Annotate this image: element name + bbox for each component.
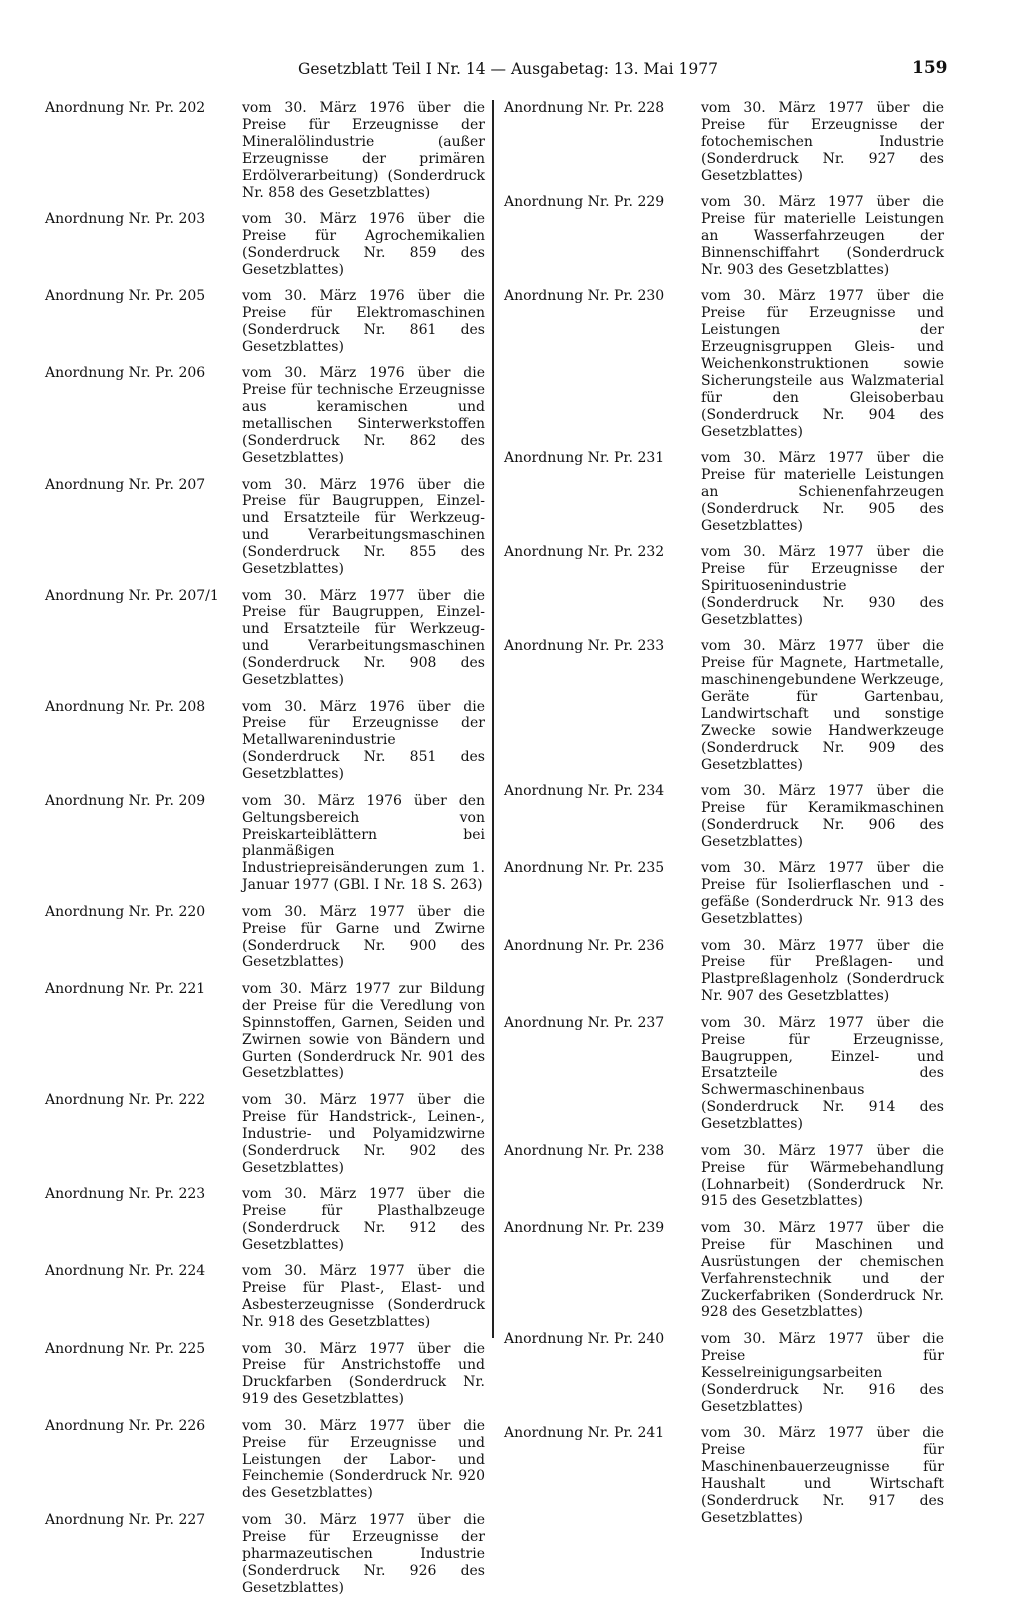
ordinance-number: Anordnung Nr. Pr. 232	[504, 544, 665, 561]
ordinance-number: Anordnung Nr. Pr. 222	[45, 1091, 206, 1108]
ordinance-description: vom 30. März 1977 über die Preise für Maschinen und Ausrüstungen der chemischen Verfahrenstechnik und der Zuckerfabriken (Sonderdruck Nr. 928 des Gesetzblattes)	[701, 1219, 944, 1321]
ordinance-number: Anordnung Nr. Pr. 240	[504, 1330, 665, 1347]
header-title: Gesetzblatt Teil I Nr. 14 — Ausgabetag: 13. Mai 1977	[298, 60, 718, 78]
ordinance-number: Anordnung Nr. Pr. 206	[45, 365, 206, 382]
ordinance-description: vom 30. März 1977 über die Preise für Erzeugnisse der Spirituosenindustrie (Sonderdruck Nr. 930 des Gesetzblattes)	[701, 544, 944, 628]
ordinance-description: vom 30. März 1977 über die Preise für Keramikmaschinen (Sonderdruck Nr. 906 des Gesetzblattes)	[701, 783, 944, 850]
left-column	[45, 100, 485, 1606]
ordinance-entry	[45, 588, 485, 689]
ordinance-number: Anordnung Nr. Pr. 203	[45, 211, 206, 228]
ordinance-description: vom 30. März 1976 über die Preise für Erzeugnisse der Mineralölindustrie (außer Erzeugnisse der primären Erdölverarbeitung) (Sonderdruck Nr. 858 des Gesetzblattes)	[242, 100, 485, 201]
ordinance-number: Anordnung Nr. Pr. 233	[504, 638, 665, 655]
ordinance-number: Anordnung Nr. Pr. 227	[45, 1511, 206, 1528]
ordinance-entry	[504, 1220, 944, 1321]
ordinance-number: Anordnung Nr. Pr. 202	[45, 100, 206, 116]
ordinance-number: Anordnung Nr. Pr. 228	[504, 100, 665, 116]
ordinance-entry	[504, 1425, 944, 1526]
ordinance-entry	[504, 288, 944, 440]
ordinance-number: Anordnung Nr. Pr. 221	[45, 980, 206, 997]
ordinance-entry	[504, 638, 944, 773]
ordinance-description: vom 30. März 1977 über die Preise für Wärmebehandlung (Lohnarbeit) (Sonderdruck Nr. 915 des Gesetzblattes)	[701, 1142, 944, 1210]
ordinance-number: Anordnung Nr. Pr. 209	[45, 792, 206, 809]
ordinance-description: vom 30. März 1977 über die Preise für Erzeugnisse der fotochemischen Industrie (Sonderdruck Nr. 927 des Gesetzblattes)	[701, 100, 944, 184]
ordinance-entry	[504, 938, 944, 1006]
ordinance-entry	[45, 981, 485, 1082]
page-header	[0, 58, 1024, 82]
ordinance-entry	[45, 1263, 485, 1331]
ordinance-description: vom 30. März 1977 über die Preise für Erzeugnisse, Baugruppen, Einzel- und Ersatzteile des Schwermaschinenbaus (Sonderdruck Nr. 914 des Gesetzblattes)	[701, 1014, 944, 1133]
ordinance-entry	[504, 860, 944, 928]
ordinance-number: Anordnung Nr. Pr. 226	[45, 1417, 206, 1434]
ordinance-number: Anordnung Nr. Pr. 220	[45, 903, 206, 920]
ordinance-entry	[504, 1015, 944, 1133]
ordinance-description: vom 30. März 1977 über die Preise für Plasthalbzeuge (Sonderdruck Nr. 912 des Gesetzblattes)	[242, 1186, 485, 1253]
ordinance-number: Anordnung Nr. Pr. 237	[504, 1014, 665, 1031]
ordinance-description: vom 30. März 1977 über die Preise für Handstrick-, Leinen-, Industrie- und Polyamidzwirne (Sonderdruck Nr. 902 des Gesetzblattes)	[242, 1091, 485, 1176]
ordinance-number: Anordnung Nr. Pr. 238	[504, 1142, 665, 1159]
ordinance-description: vom 30. März 1977 über die Preise für Maschinenbauerzeugnisse für Haushalt und Wirtschaft (Sonderdruck Nr. 917 des Gesetzblattes)	[701, 1425, 944, 1526]
ordinance-description: vom 30. März 1977 über die Preise für Magnete, Hartmetalle, maschinengebundene Werkzeuge, Geräte für Gartenbau, Landwirtschaft und sonstige Zwecke sowie Handwerkzeuge (Sonderdruck Nr. 909 des Gesetzblattes)	[701, 638, 944, 773]
ordinance-description: vom 30. März 1977 über die Preise für Anstrichstoffe und Druckfarben (Sonderdruck Nr. 919 des Gesetzblattes)	[242, 1340, 485, 1408]
ordinance-description: vom 30. März 1977 über die Preise für Preßlagen- und Plastpreßlagenholz (Sonderdruck Nr. 907 des Gesetzblattes)	[701, 937, 944, 1005]
ordinance-entry	[504, 783, 944, 851]
ordinance-number: Anordnung Nr. Pr. 207/1	[45, 587, 219, 604]
ordinance-number: Anordnung Nr. Pr. 205	[45, 288, 206, 305]
ordinance-number: Anordnung Nr. Pr. 234	[504, 783, 665, 800]
ordinance-number: Anordnung Nr. Pr. 208	[45, 698, 206, 715]
ordinance-entry	[45, 1186, 485, 1254]
ordinance-description: vom 30. März 1977 über die Preise für Erzeugnisse und Leistungen der Labor- und Feinchemie (Sonderdruck Nr. 920 des Gesetzblattes)	[242, 1417, 485, 1502]
ordinance-entry	[45, 1341, 485, 1409]
ordinance-entry	[45, 288, 485, 356]
ordinance-entry	[504, 194, 944, 279]
right-column	[504, 100, 944, 1536]
ordinance-entry	[45, 699, 485, 784]
ordinance-entry	[45, 1418, 485, 1503]
ordinance-entry	[504, 1331, 944, 1416]
ordinance-description: vom 30. März 1976 über die Preise für Erzeugnisse der Metallwarenindustrie (Sonderdruck Nr. 851 des Gesetzblattes)	[242, 698, 485, 783]
ordinance-description: vom 30. März 1976 über die Preise für Baugruppen, Einzel- und Ersatzteile für Werkzeug- und Verarbeitungsmaschinen (Sonderdruck Nr. 855 des Gesetzblattes)	[242, 476, 485, 578]
ordinance-number: Anordnung Nr. Pr. 229	[504, 194, 665, 211]
ordinance-number: Anordnung Nr. Pr. 241	[504, 1425, 665, 1442]
page-number: 159	[912, 58, 948, 78]
ordinance-number: Anordnung Nr. Pr. 236	[504, 937, 665, 954]
ordinance-number: Anordnung Nr. Pr. 224	[45, 1263, 206, 1280]
ordinance-number: Anordnung Nr. Pr. 225	[45, 1340, 206, 1357]
ordinance-entry	[45, 365, 485, 466]
ordinance-description: vom 30. März 1977 über die Preise für Baugruppen, Einzel- und Ersatzteile für Werkzeug- und Verarbeitungsmaschinen (Sonderdruck Nr. 908 des Gesetzblattes)	[242, 587, 485, 689]
ordinance-number: Anordnung Nr. Pr. 235	[504, 860, 665, 877]
ordinance-description: vom 30. März 1977 über die Preise für materielle Leistungen an Schienenfahrzeugen (Sonderdruck Nr. 905 des Gesetzblattes)	[701, 450, 944, 534]
ordinance-description: vom 30. März 1977 über die Preise für Erzeugnisse und Leistungen der Erzeugnisgruppen Gleis- und Weichenkonstruktionen sowie Sicherungsteile aus Walzmaterial für den Gleisoberbau (Sonderdruck Nr. 904 des Gesetzblattes)	[701, 288, 944, 440]
ordinance-description: vom 30. März 1977 über die Preise für materielle Leistungen an Wasserfahrzeugen der Binnenschiffahrt (Sonderdruck Nr. 903 des Gesetzblattes)	[701, 194, 944, 278]
ordinance-entry	[45, 477, 485, 578]
ordinance-number: Anordnung Nr. Pr. 223	[45, 1186, 206, 1203]
ordinance-description: vom 30. März 1976 über die Preise für Agrochemikalien (Sonderdruck Nr. 859 des Gesetzblattes)	[242, 211, 485, 278]
ordinance-entry	[45, 793, 485, 894]
ordinance-entry	[504, 450, 944, 535]
ordinance-description: vom 30. März 1976 über den Geltungsbereich von Preiskarteiblättern bei planmäßigen Industriepreisänderungen zum 1. Januar 1977 (GBl. I Nr. 18 S. 263)	[242, 792, 485, 894]
ordinance-entry	[45, 1092, 485, 1177]
ordinance-entry	[45, 211, 485, 279]
ordinance-description: vom 30. März 1977 über die Preise für Garne und Zwirne (Sonderdruck Nr. 900 des Gesetzblattes)	[242, 903, 485, 971]
ordinance-number: Anordnung Nr. Pr. 207	[45, 476, 206, 493]
ordinance-description: vom 30. März 1976 über die Preise für technische Erzeugnisse aus keramischen und metallischen Sinterwerkstoffen (Sonderdruck Nr. 862 des Gesetzblattes)	[242, 365, 485, 466]
ordinance-entry	[504, 1143, 944, 1211]
column-divider	[492, 100, 494, 1338]
ordinance-entry	[504, 100, 944, 185]
ordinance-description: vom 30. März 1977 über die Preise für Plast-, Elast- und Asbesterzeugnisse (Sonderdruck Nr. 918 des Gesetzblattes)	[242, 1263, 485, 1331]
ordinance-description: vom 30. März 1977 über die Preise für Erzeugnisse der pharmazeutischen Industrie (Sonderdruck Nr. 926 des Gesetzblattes)	[242, 1511, 485, 1596]
ordinance-entry	[45, 1512, 485, 1597]
ordinance-entry	[45, 100, 485, 201]
ordinance-description: vom 30. März 1977 über die Preise für Kesselreinigungsarbeiten (Sonderdruck Nr. 916 des Gesetzblattes)	[701, 1330, 944, 1415]
ordinance-number: Anordnung Nr. Pr. 230	[504, 288, 665, 305]
ordinance-number: Anordnung Nr. Pr. 231	[504, 450, 665, 466]
ordinance-entry	[504, 544, 944, 629]
ordinance-entry	[45, 904, 485, 972]
ordinance-number: Anordnung Nr. Pr. 239	[504, 1219, 665, 1236]
ordinance-description: vom 30. März 1977 zur Bildung der Preise für die Veredlung von Spinnstoffen, Garnen, Seiden und Zwirnen sowie von Bändern und Gurten (Sonderdruck Nr. 901 des Gesetzblattes)	[242, 980, 485, 1082]
ordinance-description: vom 30. März 1976 über die Preise für Elektromaschinen (Sonderdruck Nr. 861 des Gesetzblattes)	[242, 288, 485, 355]
ordinance-description: vom 30. März 1977 über die Preise für Isolierflaschen und -gefäße (Sonderdruck Nr. 913 des Gesetzblattes)	[701, 860, 944, 928]
